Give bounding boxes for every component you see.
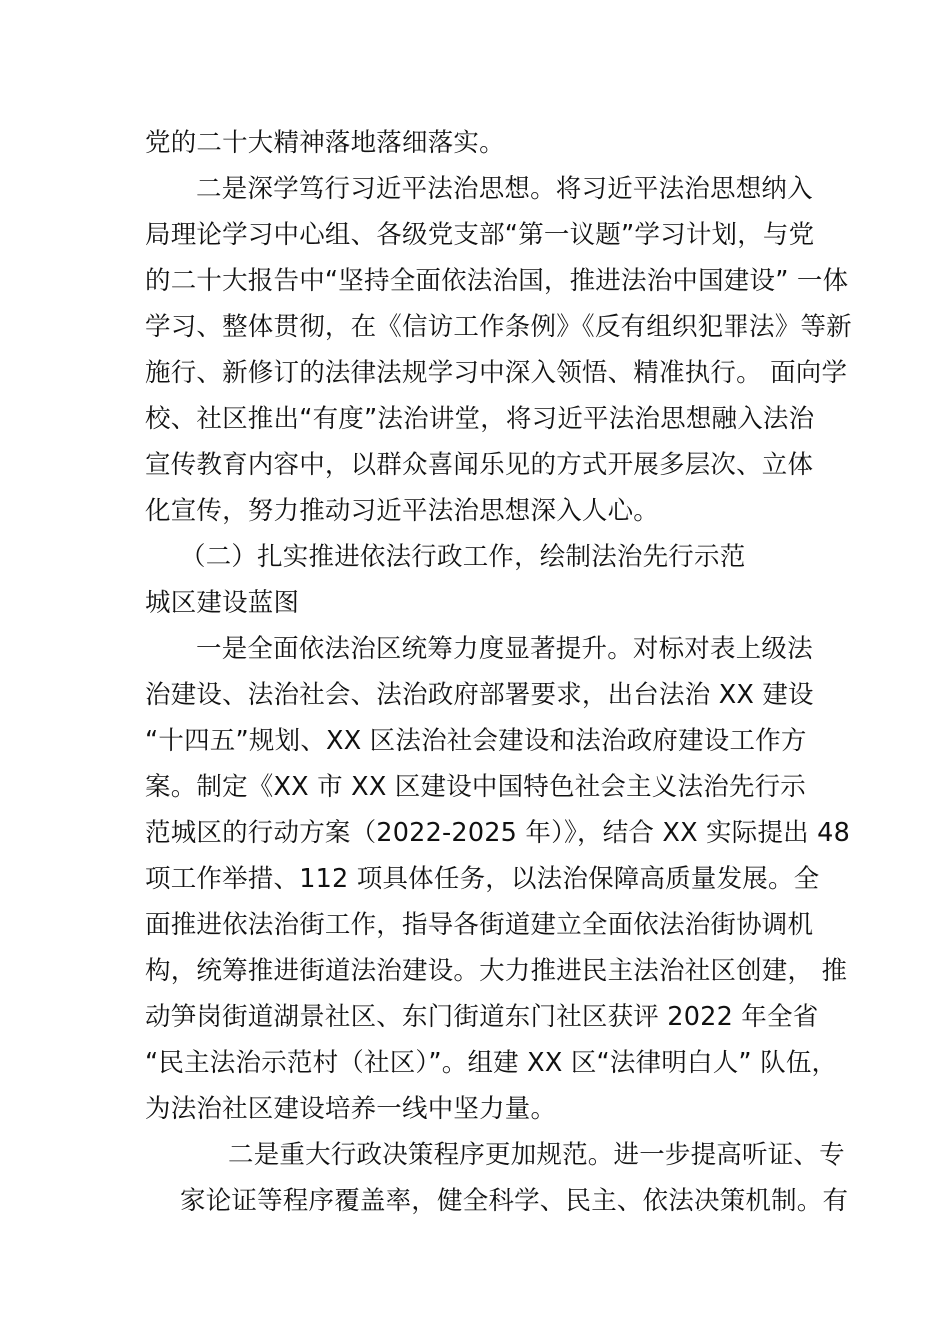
paragraph-2-line-5: 范城区的行动方案（2022-2025 年）》，结合 XX 实际提出 48 xyxy=(145,818,851,848)
paragraph-2-line-7: 面推进依法治街工作，指导各街道建立全面依法治街协调机 xyxy=(145,910,814,940)
paragraph-1-line-5: 施行、新修订的法律法规学习中深入领悟、精准执行。 面向学 xyxy=(145,358,848,388)
paragraph-2-line-1: 一是全面依法治区统筹力度显著提升。对标对表上级法 xyxy=(196,634,813,664)
paragraph-1-line-3: 的二十大报告中“坚持全面依法治国，推进法治中国建设” 一体 xyxy=(145,266,849,296)
paragraph-2-line-8: 构，统筹推进街道法治建设。大力推进民主法治社区创建， 推 xyxy=(145,956,848,986)
paragraph-1-line-8: 化宣传，努力推动习近平法治思想深入人心。 xyxy=(145,496,660,526)
paragraph-2-line-11: 为法治社区建设培养一线中坚力量。 xyxy=(145,1094,557,1124)
paragraph-1-line-2: 局理论学习中心组、各级党支部“第一议题”学习计划，与党 xyxy=(145,220,815,250)
paragraph-3-line-2: 家论证等程序覆盖率，健全科学、民主、依法决策机制。有 xyxy=(180,1186,849,1216)
paragraph-1-line-4: 学习、整体贯彻，在《信访工作条例》《反有组织犯罪法》等新 xyxy=(145,312,852,342)
paragraph-1-line-6: 校、社区推出“有度”法治讲堂，将习近平法治思想融入法治 xyxy=(145,404,815,434)
paragraph-2-line-4: 案。制定《XX 市 XX 区建设中国特色社会主义法治先行示 xyxy=(145,772,806,802)
paragraph-3-line-1: 二是重大行政决策程序更加规范。进一步提高听证、专 xyxy=(228,1140,845,1170)
paragraph-1-line-7: 宣传教育内容中，以群众喜闻乐见的方式开展多层次、立体 xyxy=(145,450,814,480)
paragraph-1-line-1: 二是深学笃行习近平法治思想。将习近平法治思想纳入 xyxy=(196,174,813,204)
paragraph-2-line-6: 项工作举措、112 项具体任务，以法治保障高质量发展。全 xyxy=(145,864,820,894)
paragraph-2-line-10: “民主法治示范村（社区）”。组建 XX 区“法律明白人” 队伍， xyxy=(145,1048,838,1078)
paragraph-continuation: 党的二十大精神落地落细落实。 xyxy=(145,128,505,158)
paragraph-2-line-9: 动笋岗街道湖景社区、东门街道东门社区获评 2022 年全省 xyxy=(145,1002,819,1032)
section-heading-line-2: 城区建设蓝图 xyxy=(145,588,300,618)
paragraph-2-line-2: 治建设、法治社会、法治政府部署要求，出台法治 XX 建设 xyxy=(145,680,814,710)
section-heading-line-1: （二）扎实推进依法行政工作，绘制法治先行示范 xyxy=(180,542,746,572)
paragraph-2-line-3: “十四五”规划、XX 区法治社会建设和法治政府建设工作方 xyxy=(145,726,807,756)
